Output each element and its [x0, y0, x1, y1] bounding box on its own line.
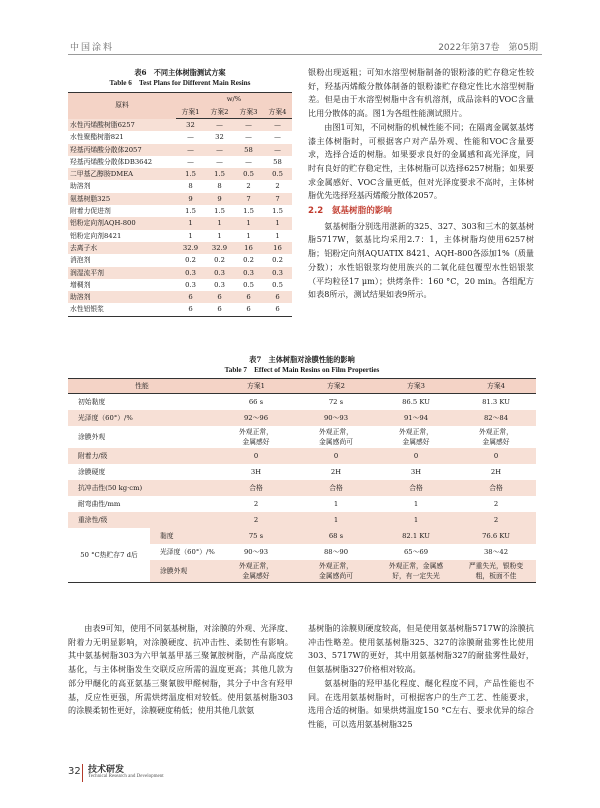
table6-cell: 6: [234, 303, 263, 316]
table7-cell: 外观正常， 金属感好: [399, 428, 433, 446]
table7-row-name: 抗冲击性(50 kg·cm): [68, 480, 216, 496]
table6-cell: —: [187, 157, 194, 166]
table7-cell: 0: [376, 448, 456, 464]
table6-cell: 2: [246, 182, 251, 191]
table7-cell: 75 s: [216, 528, 296, 544]
paragraph: 由图1可知，不同树脂的机械性能不同；在隔离金属氨基烤漆主体树脂时，可根据客户对产品外观、性能和VOC含量要求，选择合适的树脂。如果要求良好的金属感和高光泽度，同时有良好的贮存稳定性，主体树脂可以选择6257树脂；如果要求金属感好、VOC含量更低，但对光泽度要求不高时，主体树脂优先选择羟基丙烯酸分散体2057。: [308, 121, 534, 201]
table6-row: [68, 254, 292, 266]
table7-cell: 88～90: [323, 548, 349, 556]
table7-cell: 90～93: [243, 548, 269, 556]
table6-row-name: 水性铝银浆: [68, 303, 176, 316]
table6-cell: 0.3: [185, 280, 196, 289]
table7-head: 方案1: [216, 379, 296, 394]
table6-cell: 1: [205, 217, 234, 229]
table6-col: 方案4: [263, 106, 292, 119]
table6-cell: 32: [215, 133, 224, 142]
paragraph: 氨基树脂分别选用湛新的325、327、303和三木的氨基树脂5717W，氨基比均采用2.7：1，主体树脂均使用6257树脂；铝粉定向剂AQUATIX 8421、AQH-800各添加1%（质量分数）；水性铝银浆均使用族兴的二氧化硅包覆型水性铝银浆（平均粒径17 μm）；烘烤条件：160 °C，20 min。各组配方如表8所示，测试结果如表9所示。: [308, 220, 534, 300]
table7-cell: 外观正常， 金属感尚可: [296, 560, 376, 583]
table7-cell: 合格: [456, 480, 536, 496]
table6-cell: 58: [234, 144, 263, 156]
table6-row: [68, 205, 292, 217]
table6-cell: —: [205, 144, 234, 156]
table6-cell: 32.9: [176, 242, 205, 254]
table7-cell: 2: [493, 500, 499, 508]
table6-cell: 32: [176, 119, 205, 132]
table7-cell: 严重失光，银粉变 粗，板面不佳: [456, 560, 536, 583]
table6-cell: —: [216, 157, 223, 166]
table6-cell: 0.5: [272, 280, 283, 289]
table7-row: [68, 512, 536, 528]
table7-cell: 38～42: [483, 548, 509, 556]
table6-cell: 16: [263, 242, 292, 254]
table6-raw-label: 原料: [68, 93, 176, 119]
section-name-cn: 技术研发: [88, 765, 125, 775]
table7-cell: 外观正常， 金属感尚可: [319, 428, 353, 446]
table6-cell: 1: [263, 217, 292, 229]
table6-cell: 9: [176, 193, 205, 205]
table6-row-name: 去离子水: [68, 242, 176, 254]
table7-cell: 1: [413, 500, 419, 508]
table6-cell: 1: [176, 217, 205, 229]
table7-head: 方案2: [296, 379, 376, 394]
table6-row-name: 助溶剂: [70, 182, 91, 191]
table6-cell: 6: [205, 291, 234, 303]
table6-cell: —: [205, 119, 234, 132]
table7-cell: 1: [296, 512, 376, 528]
table6-cell: 1.5: [185, 207, 196, 216]
table7-cell: 外观正常， 金属感好: [216, 560, 296, 583]
table7-cell: 0: [456, 448, 536, 464]
table7-row-name: 涂膜外观: [78, 433, 106, 441]
table7-cell: 65～69: [403, 548, 429, 556]
table6-cell: 0.3: [205, 267, 234, 279]
table7-cell: 82.1 KU: [376, 528, 456, 544]
table6-row-name: 羟基丙烯酸分散体DB3642: [70, 157, 153, 166]
bottom-right-text: [308, 622, 534, 732]
table6-cell: 1: [217, 231, 222, 240]
table6-row: [68, 217, 292, 229]
table6-cell: 0.3: [263, 267, 292, 279]
table7-head: 方案4: [456, 379, 536, 394]
table6-row: [68, 131, 292, 143]
table6-cell: 2: [275, 182, 280, 191]
table6-row-name: 二甲基乙醇胺DMEA: [68, 168, 176, 180]
table6-row: [68, 242, 292, 254]
table7-cell: 2: [456, 512, 536, 528]
table7: [68, 378, 536, 583]
table6-cell: 0.2: [243, 256, 254, 265]
table7-row: [68, 426, 536, 448]
table6-cell: 1.5: [176, 168, 205, 180]
table7-row-name: 初始黏度: [78, 398, 106, 406]
journal-name: 中国涂料: [70, 43, 115, 53]
table7-cell: 外观正常，金属感 好，有一定失光: [376, 560, 456, 583]
table7-cell: 外观正常， 金属感好: [479, 428, 513, 446]
table7-cell: 2H: [330, 468, 342, 476]
table7-cell: 1: [333, 500, 339, 508]
table7-row-name: 耐弯曲性/mm: [78, 500, 121, 508]
table6-cell: 6: [176, 303, 205, 316]
table7-caption: [68, 355, 536, 375]
table6-row-name: 铝粉定向剂8421: [70, 231, 122, 240]
table6-cell: 1.5: [205, 168, 234, 180]
table7-cell: 82～84: [456, 410, 536, 426]
table6-cell: 0.5: [234, 168, 263, 180]
table6-cell: 6: [234, 291, 263, 303]
table6-cell: 6: [205, 303, 234, 316]
paragraph: 基树脂的涂膜则硬度较高，但是使用氨基树脂5717W的涂膜抗冲击性略差。使用氨基树脂325、327的涂膜耐盐雾性比使用303、5717W的更好，其中用氨基树脂327的耐盐雾性最好，但氨基树脂327价格相对较高。: [308, 623, 534, 675]
table6-cell: 16: [234, 242, 263, 254]
table7-cell: 91～94: [376, 410, 456, 426]
table7-caption-cn: 表7 主体树脂对涂膜性能的影响: [249, 355, 355, 364]
table7-cell: 66 s: [248, 398, 264, 406]
table6-row-name: 增稠剂: [70, 280, 91, 289]
table7-row: [68, 394, 536, 411]
right-column-text: [308, 66, 534, 302]
table7-row-name: 涂膜外观: [150, 560, 216, 583]
table6-row: [68, 230, 292, 242]
table6-cell: 1.5: [214, 207, 225, 216]
table7-cell: 81.3 KU: [482, 398, 510, 406]
table6-cell: 6: [263, 291, 292, 303]
table7-cell: 72 s: [328, 398, 344, 406]
table7-cell: 0: [296, 448, 376, 464]
table6-col: 方案3: [234, 106, 263, 119]
table7-row: [68, 464, 536, 480]
bottom-left-text: [68, 622, 293, 718]
header-rule: [68, 54, 542, 55]
table6-col: 方案1: [176, 106, 205, 119]
table6-cell: —: [245, 157, 252, 166]
table6-cell: —: [176, 144, 205, 156]
table6-row: [68, 144, 292, 156]
table7-head: 方案3: [376, 379, 456, 394]
table6-caption-en: Table 6 Test Plans for Different Main Resins: [109, 79, 251, 87]
table6-cell: —: [234, 119, 263, 132]
table6-cell: 32.9: [205, 242, 234, 254]
table6-cell: 8: [217, 182, 222, 191]
table6-row: [68, 291, 292, 303]
table6-cell: 0.2: [214, 256, 225, 265]
table7-row-name: 光泽度（60°）/%: [160, 548, 215, 556]
table7-caption-en: Table 7 Effect of Main Resins on Film Properties: [224, 366, 380, 374]
table6-cell: —: [274, 133, 281, 142]
table6: [68, 92, 292, 317]
table6-cell: 6: [176, 291, 205, 303]
table7-cell: 1: [376, 512, 456, 528]
table6-cell: —: [245, 133, 252, 142]
table7-row-name: 黏度: [150, 528, 216, 544]
table6-cell: 1: [234, 217, 263, 229]
table7-cell: 0: [216, 448, 296, 464]
table6-row: [68, 156, 292, 168]
table6-row: [68, 279, 292, 291]
table6-cell: 6: [263, 303, 292, 316]
table6-row-name: 润湿流平剂: [68, 267, 176, 279]
table6-cell: —: [263, 119, 292, 132]
table6-cell: 1: [188, 231, 193, 240]
table7-row: [68, 496, 536, 512]
table6-row: [68, 267, 292, 279]
table6-row-name: 氨基树脂325: [68, 193, 176, 205]
table6-cell: 0.3: [234, 267, 263, 279]
paragraph: 由表9可知，使用不同氨基树脂，对涂膜的外观、光泽度、附着力无明显影响，对涂膜硬度、抗冲击性、柔韧性有影响。其中氨基树脂303为六甲氧基甲基三聚氰胺树脂，产品高度烷基化，与主体树脂发生交联反应所需的温度更高；其他几款为部分甲醚化的高亚氨基三聚氰胺甲醛树脂，其分子中含有羟甲基，反应性更强，所需烘烤温度相对较低。使用氨基树脂303的涂膜柔韧性更好，涂膜硬度稍低；使用其他几款氨: [68, 623, 293, 716]
table6-row: [68, 303, 292, 316]
table6-unit: w/%: [176, 93, 292, 107]
table7-row: [68, 448, 536, 464]
table6-cell: 7: [234, 193, 263, 205]
table6-cell: 1: [246, 231, 251, 240]
table7-cell: 2: [216, 512, 296, 528]
table7-cell: 3H: [250, 468, 262, 476]
table7-row-name: 涂膜硬度: [78, 468, 106, 476]
table6-row-name: 羟基丙烯酸分散体2057: [68, 144, 176, 156]
table6-caption-cn: 表6 不同主体树脂测试方案: [134, 68, 226, 77]
table6-cell: 7: [263, 193, 292, 205]
table7-group-label: 50 °C热贮存7 d后: [68, 528, 150, 583]
table7-row: [68, 410, 536, 426]
table7-header-row: [68, 379, 536, 394]
table6-caption: [68, 68, 292, 88]
table6-row: [68, 180, 292, 192]
table6-row: [68, 119, 292, 132]
table7-cell: 合格: [296, 480, 376, 496]
table7-cell: 3H: [410, 468, 422, 476]
issue-info: 2022年第37卷 第05期: [438, 43, 538, 53]
table6-cell: 0.5: [243, 280, 254, 289]
table6-row-name: 附着力促进剂: [70, 207, 111, 216]
table6-row-name: 水性丙烯酸树脂6257: [68, 119, 176, 132]
table6-cell: 1: [275, 231, 280, 240]
paragraph: 银粉出现返粗；可知水溶型树脂制备的银粉漆的贮存稳定性较好，羟基丙烯酸分散体制备的银粉漆贮存稳定性比水溶型树脂差。但是由于水溶型树脂中含有机溶剂，成品涂料的VOC含量比用分散体的高。图1为各组性能测试照片。: [308, 67, 534, 119]
table6-cell: 9: [205, 193, 234, 205]
table6-cell: 1.5: [272, 207, 283, 216]
table7-cell: 合格: [216, 480, 296, 496]
table7-head: 性能: [68, 379, 216, 394]
table7-row-name: 重涂性/级: [68, 512, 216, 528]
table6-cell: 0.3: [176, 267, 205, 279]
table6-header-row: [68, 93, 292, 107]
table6-cell: 58: [273, 157, 282, 166]
table6-cell: 8: [188, 182, 193, 191]
table6-cell: 0.3: [214, 280, 225, 289]
table6-col: 方案2: [205, 106, 234, 119]
table7-cell: 2H: [490, 468, 502, 476]
table6-cell: 0.2: [185, 256, 196, 265]
table6-row-name: 消泡剂: [70, 256, 91, 265]
table7-group-row: [68, 528, 536, 544]
table7-row-name: 光泽度（60°）/%: [68, 410, 216, 426]
footer-divider: [82, 764, 83, 782]
table7-cell: 合格: [376, 480, 456, 496]
table6-cell: 0.5: [263, 168, 292, 180]
table6-cell: —: [263, 144, 292, 156]
table6-row: [68, 193, 292, 205]
table6-row: [68, 168, 292, 180]
section-heading: 2.2 氨基树脂的影响: [308, 206, 392, 217]
table7-row-name: 附着力/级: [68, 448, 216, 464]
table6-row-name: 助溶剂: [68, 291, 176, 303]
section-name-en: Technical Research and Development: [88, 774, 164, 779]
table7-cell: 90～93: [296, 410, 376, 426]
table6-cell: 1.5: [243, 207, 254, 216]
table6-cell: —: [187, 133, 194, 142]
table7-cell: 68 s: [296, 528, 376, 544]
table7-cell: 86.5 KU: [402, 398, 430, 406]
table7-cell: 92～96: [216, 410, 296, 426]
page-number: 32: [68, 766, 81, 777]
table7-cell: 76.6 KU: [456, 528, 536, 544]
table7-cell: 外观正常， 金属感好: [239, 428, 273, 446]
table6-row-name: 水性聚酯树脂821: [70, 133, 124, 142]
table7-row: [68, 480, 536, 496]
table6-row-name: 铝粉定向剂AQH-800: [68, 217, 176, 229]
paragraph: 氨基树脂的羟甲基化程度、醚化程度不同，产品性能也不同。在选用氨基树脂时，可根据客户的生产工艺、性能要求，选用合适的树脂。如果烘烤温度150 °C左右、要求优异的综合性能，可以选用氨基树脂325: [308, 677, 534, 729]
table7-cell: 2: [253, 500, 259, 508]
table6-cell: 0.2: [272, 256, 283, 265]
